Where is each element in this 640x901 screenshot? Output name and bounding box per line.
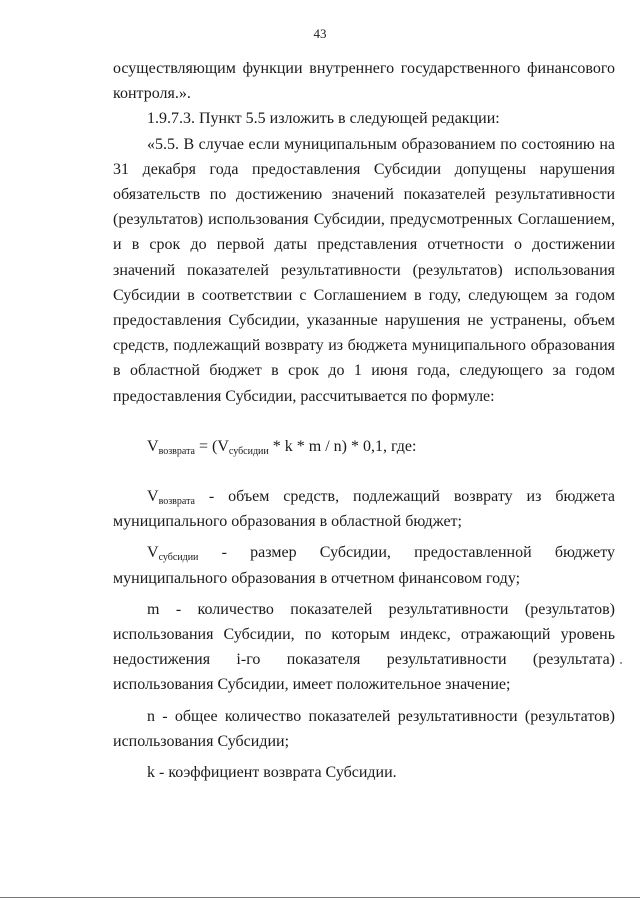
definition-symbol: V bbox=[147, 488, 159, 506]
formula-sub-return: возврата bbox=[158, 445, 195, 457]
definition-text: - размер Субсидии, предоставленной бюджету муниципального образования в отчетном финансовом году; bbox=[113, 544, 615, 587]
formula-sub-subsidy: субсидии bbox=[228, 445, 269, 457]
formula-v-symbol: V bbox=[147, 437, 159, 455]
formula bbox=[113, 434, 615, 459]
bottom-rule bbox=[0, 897, 640, 898]
paragraph-amendment-heading: 1.9.7.3. Пункт 5.5 изложить в следующей редакции: bbox=[147, 110, 500, 128]
formula-rest: * k * m / n) * 0,1, где: bbox=[268, 437, 417, 455]
definition-subscript: возврата bbox=[158, 496, 195, 508]
definition-text: - объем средств, подлежащий возврату из бюджета муниципального образования в областной бюджет; bbox=[113, 488, 615, 531]
paragraph-clause-5-5: «5.5. В случае если муниципальным образованием по состоянию на 31 декабря года предоставления Субсидии допущены нарушения обязательств по достижению значений показателей результативности (результатов) использования Субсидии, предусмотренных Соглашением, и в срок до первой даты представления отчетности о достижении значений показателей результативности (результатов) использования Субсидии в соответствии с Соглашением в году, следующем за годом предоставления Субсидии, указанные нарушения не устранены, объем средств, подлежащий возврату из бюджета муниципального образования в областной бюджет в срок до 1 июня года, следующего за годом предоставления Субсидии, рассчитывается по формуле: bbox=[113, 135, 615, 405]
definition-n: n - общее количество показателей результативности (результатов) использования Субсидии; bbox=[113, 707, 615, 750]
paragraph-continuation: осуществляющим функции внутреннего государственного финансового контроля.». bbox=[113, 60, 615, 103]
definition-subscript: субсидии bbox=[158, 552, 199, 564]
document-body bbox=[113, 56, 615, 785]
definition-v-return bbox=[113, 484, 615, 534]
scan-mark bbox=[620, 662, 622, 664]
definition-k: k - коэффициент возврата Субсидии. bbox=[147, 764, 397, 782]
formula-eq-open: = (V bbox=[195, 437, 229, 455]
definition-m: m - количество показателей результативности (результатов) использования Субсидии, по которым индекс, отражающий уровень недостижения i-го показателя результативности (результата) использования Субсидии, имеет положительное значение; bbox=[113, 600, 615, 694]
definition-symbol: V bbox=[147, 544, 159, 562]
definition-v-subsidy bbox=[113, 540, 615, 590]
page-number: 43 bbox=[313, 26, 327, 41]
